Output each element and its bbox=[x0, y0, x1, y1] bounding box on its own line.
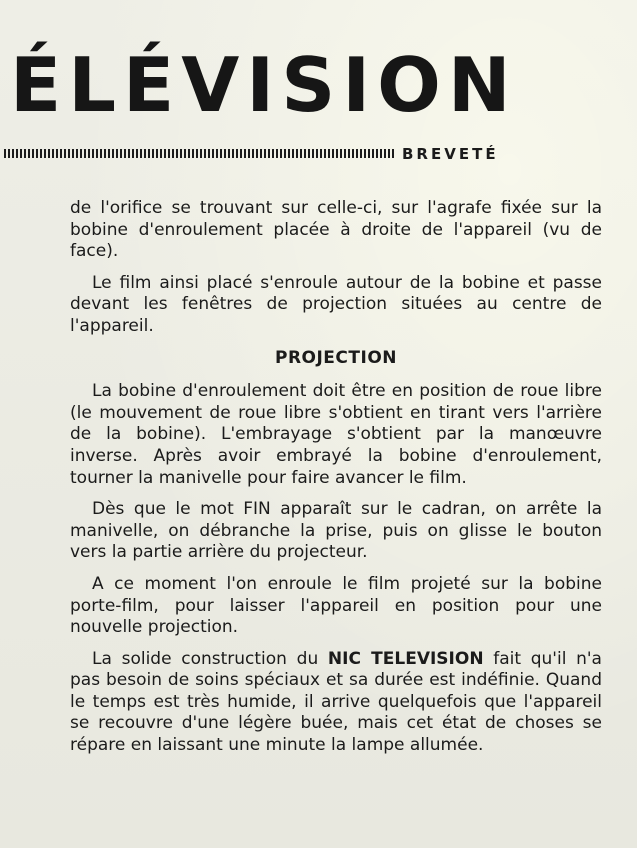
paragraph-2: Le film ainsi placé s'enroule autour de la bobine et passe devant les fenêtres de projection situées au centre de l'appareil. bbox=[70, 272, 602, 336]
patent-label: BREVETÉ bbox=[402, 145, 499, 163]
paragraph-1: de l'orifice se trouvant sur celle-ci, sur l'agrafe fixée sur la bobine d'enroulement placée à droite de l'appareil (vu de face). bbox=[70, 198, 602, 262]
document-title: ÉLÉVISION bbox=[10, 41, 518, 129]
paragraph-3: La bobine d'enroulement doit être en position de roue libre (le mouvement de roue libre s'obtient en tirant vers l'arrière de la bobine). L'embrayage s'obtient par la manœuvre inverse. Après avoir embrayé la bobine d'enroulement, tourner la manivelle pour faire avancer le film. bbox=[70, 381, 602, 488]
body-text bbox=[70, 198, 602, 767]
title-rule bbox=[4, 144, 504, 164]
paragraph-6 bbox=[70, 649, 602, 757]
section-heading: PROJECTION bbox=[274, 347, 398, 368]
paragraph-6-end: fait qu'il n'a pas besoin de soins spéciaux et sa durée est indéfinie. Quand le temps est très humide, il arrive quelquefois que l'appareil se recouvre d'une légère buée, mais cet état de choses se répare en laissant une minute la lampe allumée. bbox=[70, 648, 602, 756]
brand-name: NIC TELEVISION bbox=[327, 648, 484, 669]
dotted-rule bbox=[4, 149, 394, 158]
paragraph-5: A ce moment l'on enroule le film projeté sur la bobine porte-film, pour laisser l'appareil en position pour une nouvelle projection. bbox=[70, 573, 602, 638]
paragraph-6-start: La solide construction du bbox=[92, 648, 328, 669]
paragraph-4: Dès que le mot FIN apparaît sur le cadran, on arrête la manivelle, on débranche la prise, puis on glisse le bouton vers la partie arrière du projecteur. bbox=[70, 499, 602, 563]
